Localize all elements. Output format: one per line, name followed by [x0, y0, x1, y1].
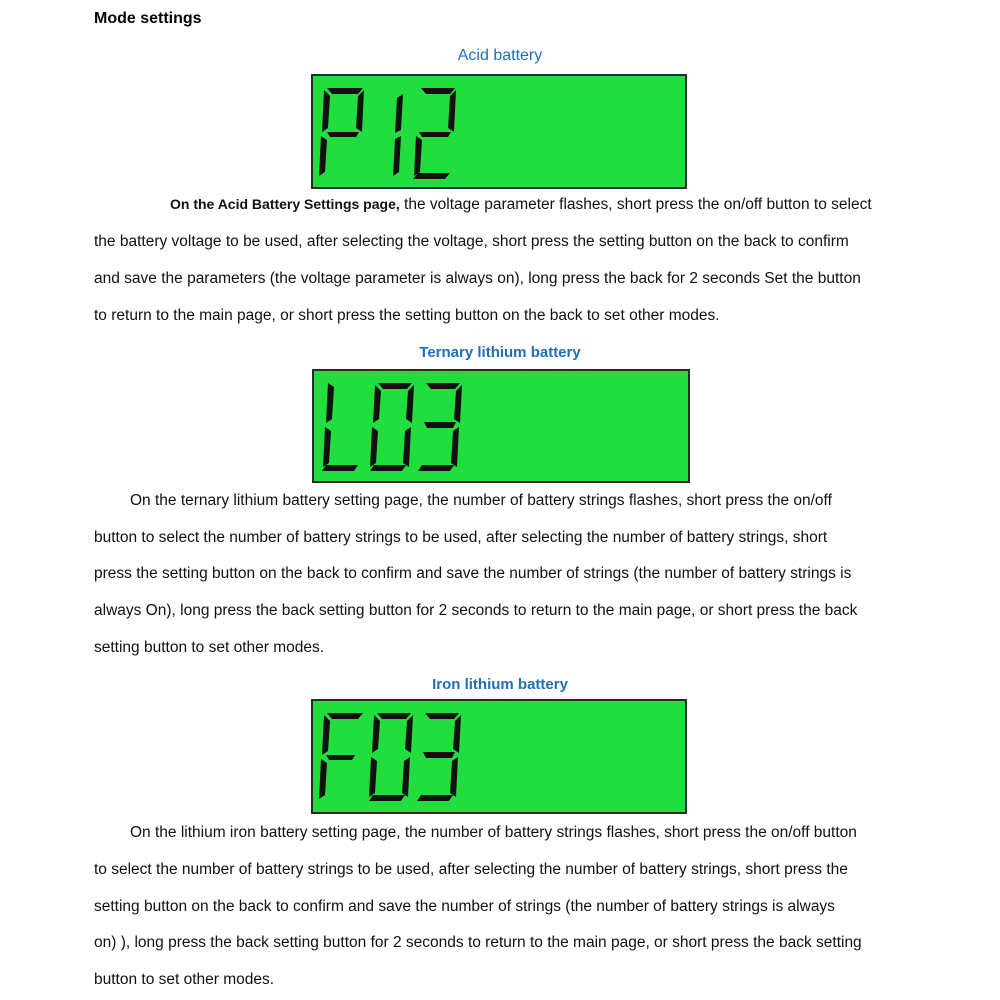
ternary-lithium-paragraph-line-1: On the ternary lithium battery setting page, the number of battery strings flashes, short press the on/off [130, 492, 832, 509]
ternary-lithium-paragraph-line-3: press the setting button on the back to confirm and save the number of strings (the number of battery strings is [94, 565, 852, 582]
segment-0-top [378, 383, 412, 389]
acid-battery-paragraph-line-1-text: the voltage parameter flashes, short press the on/off button to select [399, 196, 872, 213]
segment-3-middle [424, 422, 456, 428]
iron-lithium-paragraph-line-4: on) ), long press the back setting button for 2 seconds to return to the main page, or short press the back setting [94, 934, 862, 951]
segment-f-upper-left [322, 715, 330, 755]
segment-3-lower-right [451, 427, 459, 467]
segment-l-lower-left [323, 427, 331, 467]
acid-battery-paragraph-lead: On the Acid Battery Settings page, [170, 196, 400, 212]
segment-3-middle [423, 752, 455, 758]
acid-battery-lcd-display [311, 74, 687, 189]
segment-f-top [327, 713, 363, 719]
acid-battery-paragraph-line-2: the battery voltage to be used, after selecting the voltage, short press the setting button on the back to confirm [94, 233, 849, 250]
iron-lithium-paragraph-line-1: On the lithium iron battery setting page, the number of battery strings flashes, short press the on/off button [130, 824, 857, 841]
lcd-segments-p12 [313, 76, 685, 187]
segment-2-top [421, 88, 455, 94]
iron-lithium-caption: Iron lithium battery [432, 676, 568, 693]
segment-3-bottom [417, 795, 453, 801]
acid-battery-paragraph-line-1 [170, 196, 872, 214]
segment-0-upper-right [406, 385, 414, 423]
segment-p-lower-left [319, 136, 327, 176]
page-heading: Mode settings [94, 10, 202, 27]
lcd-segments-l03 [314, 371, 688, 481]
segment-f-middle [326, 755, 355, 760]
ternary-lithium-caption: Ternary lithium battery [419, 344, 581, 361]
segment-0-lower-left [370, 427, 378, 467]
acid-battery-caption: Acid battery [457, 47, 543, 64]
segment-2-middle [419, 132, 451, 137]
segment-2-bottom [413, 173, 450, 179]
iron-lithium-lcd-display [311, 699, 687, 814]
segment-1-upper [395, 94, 403, 133]
acid-battery-paragraph-line-3: and save the parameters (the voltage parameter is always on), long press the back for 2 seconds Set the button [94, 270, 861, 287]
iron-lithium-paragraph-line-2: to select the number of battery strings to be used, after selecting the number of battery strings, short press the [94, 861, 848, 878]
segment-p-upper-right [356, 90, 364, 132]
iron-lithium-paragraph-line-5: button to set other modes. [94, 971, 275, 988]
segment-0-upper-left [373, 385, 381, 423]
segment-l-bottom [322, 465, 358, 471]
segment-2-upper-right [448, 90, 456, 132]
segment-l-upper-left [326, 383, 334, 423]
ternary-lithium-paragraph-line-2: button to select the number of battery strings to be used, after selecting the number of battery strings, short [94, 529, 828, 546]
segment-0-bottom [370, 465, 406, 471]
segment-p-upper-left [322, 90, 330, 132]
segment-0-lower-right [403, 427, 411, 467]
segment-3-top [425, 713, 459, 719]
ternary-lithium-paragraph-line-5: setting button to set other modes. [94, 639, 325, 656]
segment-1-lower [393, 136, 401, 176]
segment-0-bottom [369, 795, 405, 801]
segment-3-bottom [418, 465, 454, 471]
segment-0-upper-left [372, 715, 380, 753]
lcd-segments-f03 [313, 701, 685, 812]
segment-2-lower-left [414, 136, 422, 176]
segment-3-upper-right [454, 385, 462, 423]
segment-0-lower-left [369, 757, 377, 797]
segment-0-top [377, 713, 411, 719]
segment-f-lower-left [319, 759, 327, 799]
ternary-lithium-paragraph-line-4: always On), long press the back setting button for 2 seconds to return to the main page, or short press the back [94, 602, 858, 619]
segment-p-top [327, 88, 363, 94]
segment-p-middle [327, 132, 359, 137]
segment-3-lower-right [450, 757, 458, 797]
ternary-lithium-lcd-display [312, 369, 690, 483]
iron-lithium-paragraph-line-3: setting button on the back to confirm and save the number of strings (the number of battery strings is always [94, 898, 835, 915]
segment-0-upper-right [405, 715, 413, 753]
segment-3-upper-right [453, 715, 461, 753]
segment-0-lower-right [402, 757, 410, 797]
acid-battery-paragraph-line-4: to return to the main page, or short press the setting button on the back to set other modes. [94, 307, 720, 324]
segment-3-top [426, 383, 460, 389]
